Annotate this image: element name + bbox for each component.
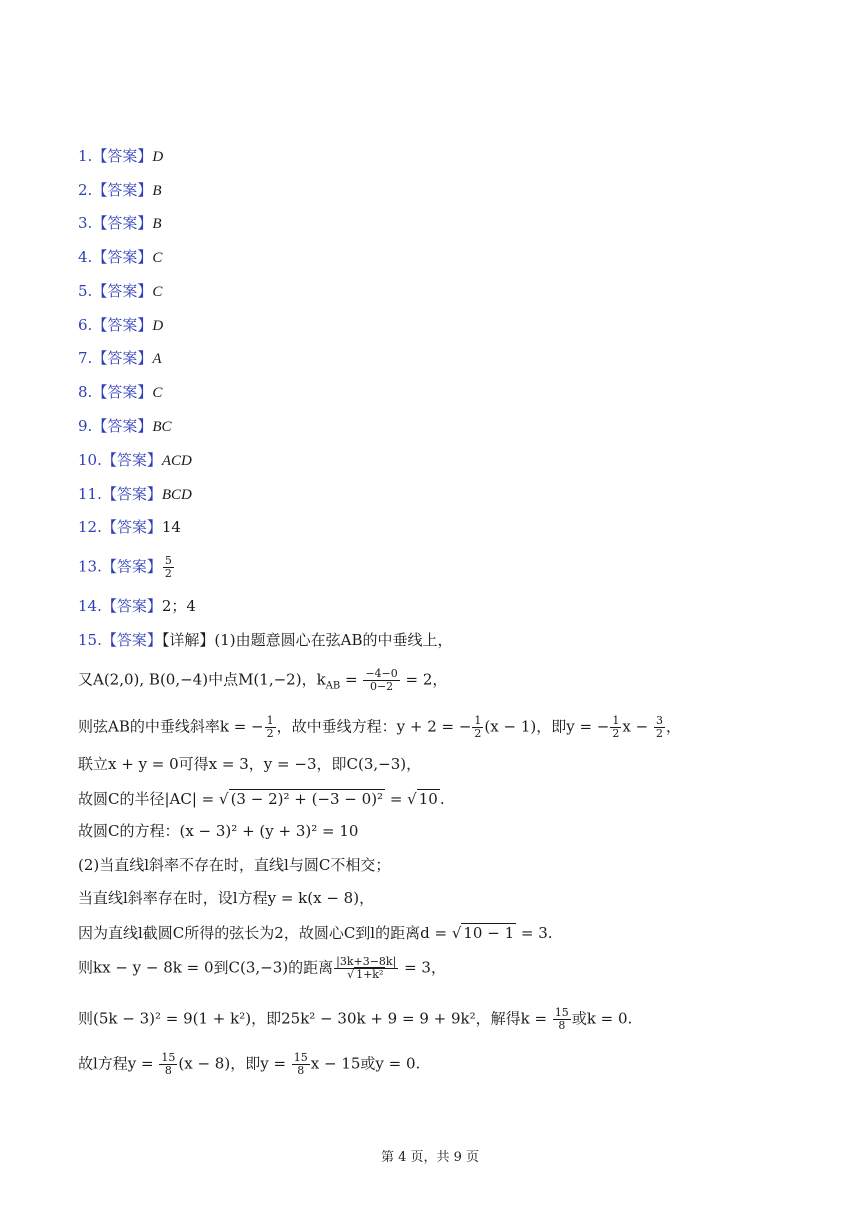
answer-15: 15.【答案】【详解】(1)由题意圆心在弦AB的中垂线上，: [78, 631, 453, 649]
solution-line-8: 因为直线l截圆C所得的弦长为2，故圆心C到l的距离d = √ 10 − 1 = 3.: [78, 924, 553, 942]
answer-11: 11.【答案】BCD: [78, 485, 192, 503]
answer-9: 9.【答案】BC: [78, 417, 172, 435]
page-footer: 第 4 页，共 9 页: [380, 1150, 480, 1165]
answer-2: 2.【答案】B: [78, 181, 162, 199]
answer-4: 4.【答案】C: [78, 248, 163, 266]
solution-line-7: 当直线l斜率存在时，设l方程y = k(x − 8)，: [78, 889, 375, 907]
answer-6: 6.【答案】D: [78, 316, 164, 334]
answer-13: 13.【答案】 $\frac{5}{2}$: [78, 554, 172, 580]
answer-3: 3.【答案】B: [78, 214, 162, 232]
solution-line-11: 故l方程y = $\frac{15}{8}$ (x − 8)，即y = $\frac{15}{8}$ x − 15或y = 0.: [78, 1051, 421, 1077]
solution-line-5: 故圆C的方程：(x − 3)² + (y + 3)² = 10: [78, 822, 359, 840]
answer-8: 8.【答案】C: [78, 383, 163, 401]
answer-1: 1.【答案】D: [78, 147, 164, 165]
answer-12: 12.【答案】14: [78, 518, 181, 536]
solution-line-2: 则弦AB的中垂线斜率k = − $\frac{1}{2}$ ，故中垂线方程：y + 2 = − $\frac{1}{2}$ (x − 1)，即y = − $\frac{1}{2}$ x − $\frac{3}{2}$ ，: [78, 714, 681, 740]
answer-5: 5.【答案】C: [78, 282, 163, 300]
solution-line-6: (2)当直线l斜率不存在时，直线l与圆C不相交；: [78, 856, 391, 874]
answer-14: 14.【答案】2；4: [78, 597, 196, 615]
solution-line-3: 联立x + y = 0可得x = 3，y = −3，即C(3,−3)，: [78, 755, 422, 773]
solution-line-1: 又A(2,0), B(0,−4)中点M(1,−2)，$k_{AB}$ = $\frac{-4-0}{0-2}$ = 2，: [78, 667, 448, 693]
solution-line-9: 则kx − y − 8k = 0到C(3,−3)的距离 $\frac{|3k+3-8k|}{\text{√ 1+k²}}$ = 3，: [78, 955, 446, 981]
answer-10: 10.【答案】ACD: [78, 451, 192, 469]
solution-line-10: 则(5k − 3)² = 9(1 + k²)，即25k² − 30k + 9 = 9 + 9k²，解得k = $\frac{15}{8}$ 或k = 0.: [78, 1006, 633, 1032]
solution-line-4: 故圆C的半径|AC| = √ (3 − 2)² + (−3 − 0)² = √ 10 .: [78, 790, 445, 808]
fraction: $\frac{5}{2}$: [164, 554, 172, 580]
answer-7: 7.【答案】A: [78, 349, 162, 367]
